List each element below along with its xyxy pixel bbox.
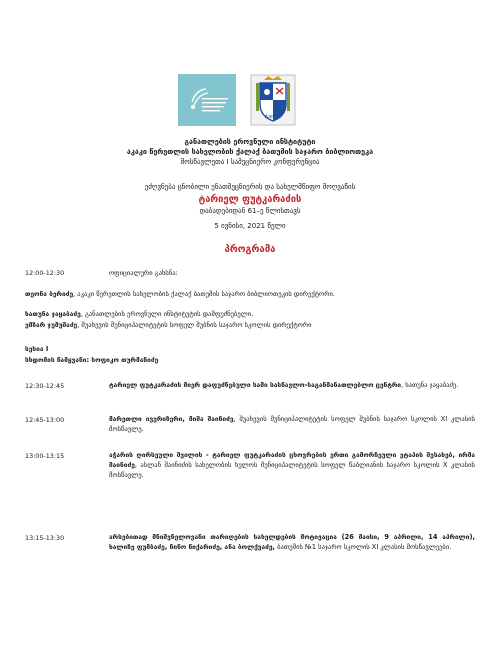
schedule-item <box>109 380 475 390</box>
event-date: 5 ივნისი, 2021 წელი <box>214 222 286 230</box>
official-entry <box>25 289 475 299</box>
official-name: ემზარ ჯუმუშაძე <box>25 321 78 329</box>
official-name: თეონა ბერიძე <box>25 290 74 298</box>
institute-logo <box>178 74 236 126</box>
schedule-speaker: , ხათუნა ჯაყაბაძე. <box>401 381 459 389</box>
schedule-time: 13:15-13:30 <box>25 534 65 542</box>
institute-logo-icon <box>182 80 232 120</box>
batumi-coat-of-arms <box>250 74 296 126</box>
institute-title: განათლების ეროვნული ინსტიტუტი <box>184 137 316 146</box>
program-title: პროგრამა <box>224 244 276 255</box>
official-entry <box>25 320 475 330</box>
schedule-time: 12:30-12:45 <box>25 382 65 390</box>
library-title: აკაკი წერეთლის სახელობის ქალაქ ბათუმის საჯარო ბიბლიოთეკა <box>126 147 374 156</box>
schedule-speaker: ბათუმის №1 საჯარო სკოლის XI კლასის მოსწავლეები. <box>275 543 452 552</box>
schedule-title: აჭარის ღირსეული შვილის - ტარიელ ფუტკარაძის ცხოვრების ერთი გამორჩეული ეტაპის შესახებ, ირმა შაინიძე <box>109 451 475 470</box>
opening-label: ოფიციალური გახსნა: <box>109 269 178 277</box>
official-role: , განათლების ეროვნული ინსტიტუტის დამფუძნებელი. <box>80 310 254 318</box>
schedule-title: მარეთლი ივერიზერი, მიშა შაინიძე <box>109 415 234 423</box>
schedule-time: 13:00-13:15 <box>25 452 65 460</box>
conference-title: მოსწავლეთა I სამეცნიერო კონფერენცია <box>180 158 320 166</box>
schedule-title: არსებითად მნიშვნელოვანი თარიღების სახელდების მოტივაცია (26 მაისი, 9 აპრილი, 14 აპრილი), ხალიზე ფუმბაძე, ნინო წიქარიძე, ანა ბოლქვაძე, <box>109 533 475 552</box>
logo-row <box>0 74 500 132</box>
official-name: ხათუნა ჯაყაბაძე <box>25 310 81 318</box>
schedule-item <box>109 450 475 481</box>
honoree-name: ტარიელ ფუტკარაძის <box>198 194 302 205</box>
official-role: , შუახევის მუნიციპალიტეტის სოფელ შუბნის საჯარო სკოლის დირექტორი <box>77 321 312 329</box>
schedule-item <box>109 532 475 552</box>
schedule-speaker: , შუახევის მუნიციპალიტეტის სოფელ შუბნის საჯარო სკოლის XI კლასის მოსწავლე. <box>109 415 476 434</box>
session-title: სესია I <box>25 345 49 353</box>
anniversary-line: დაბადებიდან 61–ე წლისთავს <box>199 207 301 215</box>
schedule-speaker: , ასლან შაინიძის სახელობის ხულოს მუნიციპალიტეტის სოფელ წაბლიანის საჯარო სკოლის X კლასის მოსწავლე. <box>109 461 475 480</box>
official-role: , აკაკი წერეთლის სახელობის ქალაქ ბათუმის საჯარო ბიბლიოთეკის დირექტორი. <box>73 290 335 298</box>
schedule-time: 12:45-13:00 <box>25 416 65 424</box>
coat-caption: ბათუმი <box>264 114 282 120</box>
schedule-item <box>109 414 475 434</box>
official-entry <box>25 309 475 319</box>
opening-time: 12:00-12:30 <box>25 269 65 277</box>
dedication-line: ეძღვნება ცნობილი ენათმეცნიერის და სახელმწიფო მოღვაწის <box>144 183 356 191</box>
session-moderator: სხდომის წამყვანი: სოფიკო თურმანიძე <box>25 356 159 364</box>
schedule-title: ტარიელ ფუტკარაძის მიერ დაფუძნებული სამი სასწავლო-საგანმანათლებლო ცენტრი <box>109 381 401 389</box>
